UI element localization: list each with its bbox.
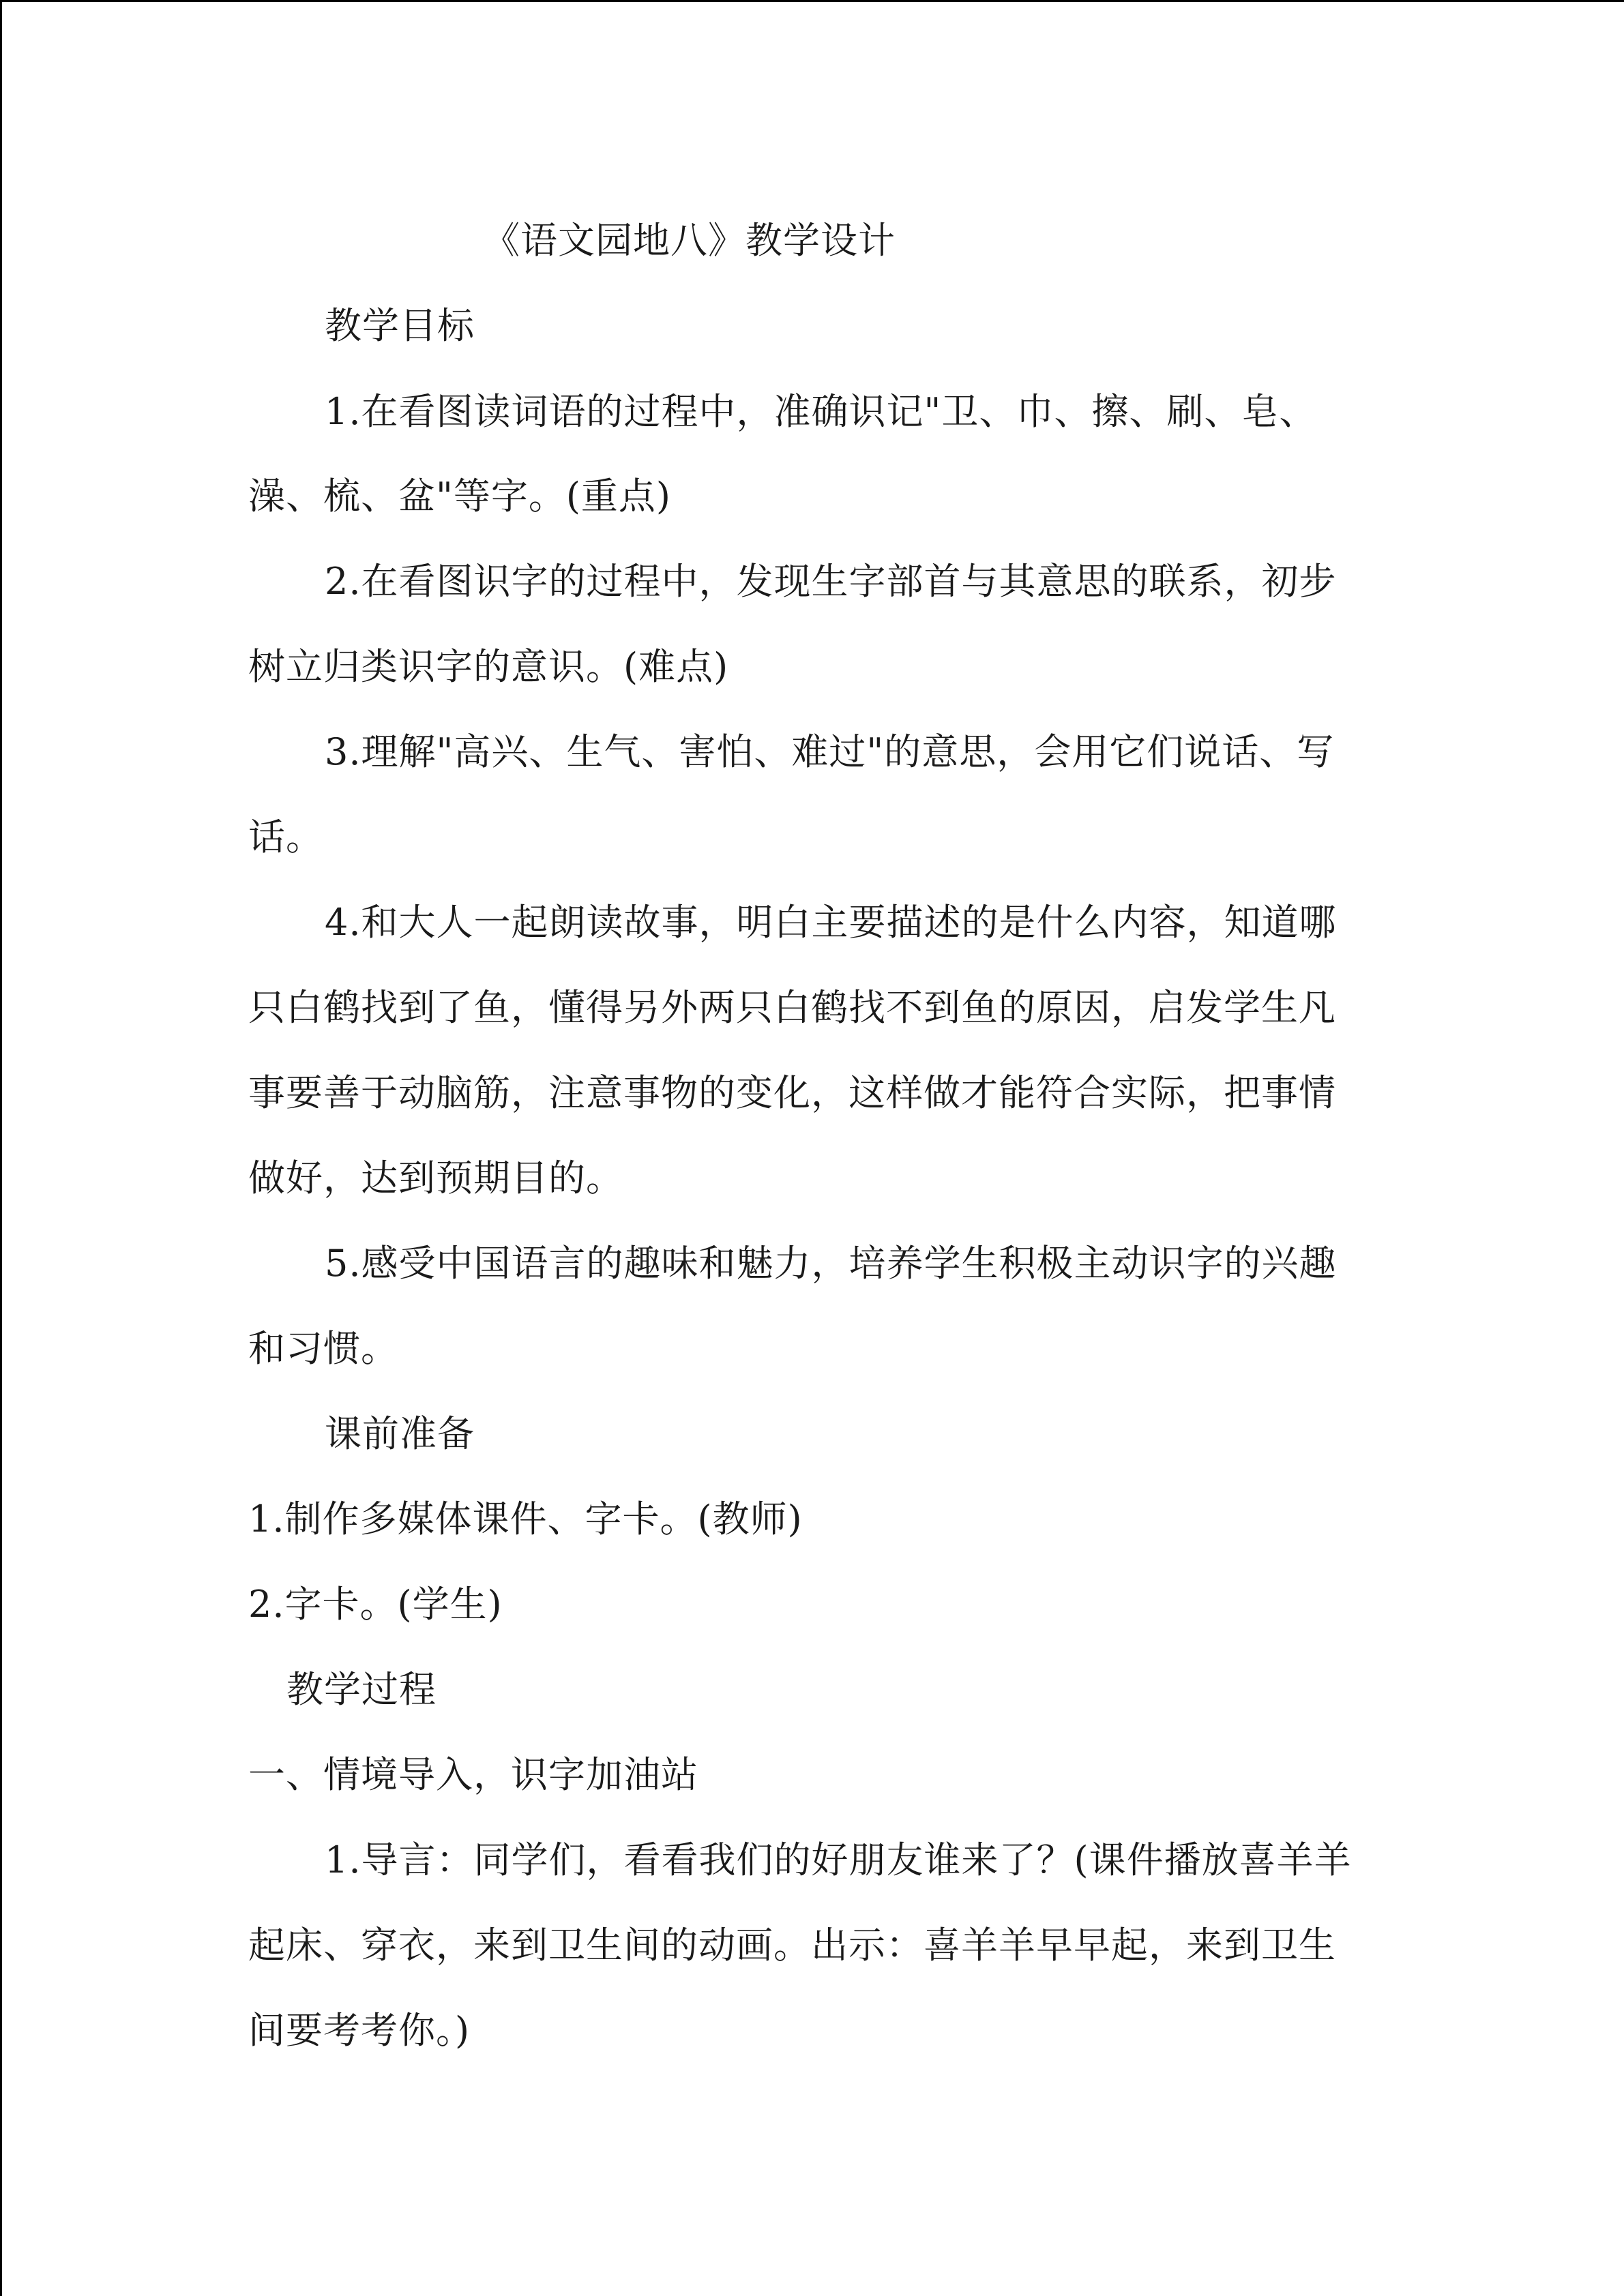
objectives-heading: 教学目标 bbox=[325, 304, 475, 347]
objective-2-line-1: 2.在看图识字的过程中，发现生字部首与其意思的联系，初步 bbox=[325, 560, 1337, 603]
objective-1-line-2: 澡、梳、盆"等字。(重点) bbox=[248, 475, 671, 518]
section-1-heading: 一、情境导入，识字加油站 bbox=[248, 1753, 698, 1796]
objective-4-line-3: 事要善于动脑筋，注意事物的变化，这样做才能符合实际，把事情 bbox=[248, 1071, 1336, 1114]
objective-5-line-1: 5.感受中国语言的趣味和魅力，培养学生积极主动识字的兴趣 bbox=[325, 1242, 1337, 1285]
objective-4-line-2: 只白鹤找到了鱼，懂得另外两只白鹤找不到鱼的原因，启发学生凡 bbox=[248, 986, 1336, 1029]
objective-5-line-2: 和习惯。 bbox=[248, 1327, 398, 1370]
document-title: 《语文园地八》教学设计 bbox=[483, 219, 896, 262]
objective-4-line-1: 4.和大人一起朗读故事，明白主要描述的是什么内容，知道哪 bbox=[325, 901, 1337, 944]
objective-3-line-2: 话。 bbox=[248, 816, 323, 859]
prep-item-2: 2.字卡。(学生) bbox=[248, 1583, 503, 1626]
objective-1-line-1: 1.在看图读词语的过程中，准确识记"卫、巾、擦、刷、皂、 bbox=[325, 390, 1317, 433]
objective-4-line-4: 做好，达到预期目的。 bbox=[248, 1157, 623, 1199]
prep-heading: 课前准备 bbox=[325, 1412, 475, 1455]
prep-item-1: 1.制作多媒体课件、字卡。(教师) bbox=[248, 1497, 803, 1540]
section-1-item-1-line-3: 间要考考你。) bbox=[248, 2009, 471, 2052]
objective-2-line-2: 树立归类识字的意识。(难点) bbox=[248, 645, 729, 688]
process-heading: 教学过程 bbox=[286, 1668, 437, 1711]
section-1-item-1-line-2: 起床、穿衣，来到卫生间的动画。出示：喜羊羊早早起，来到卫生 bbox=[248, 1924, 1336, 1967]
section-1-item-1-line-1: 1.导言：同学们，看看我们的好朋友谁来了？(课件播放喜羊羊 bbox=[325, 1838, 1352, 1881]
objective-3-line-1: 3.理解"高兴、生气、害怕、难过"的意思，会用它们说话、写 bbox=[325, 730, 1335, 773]
